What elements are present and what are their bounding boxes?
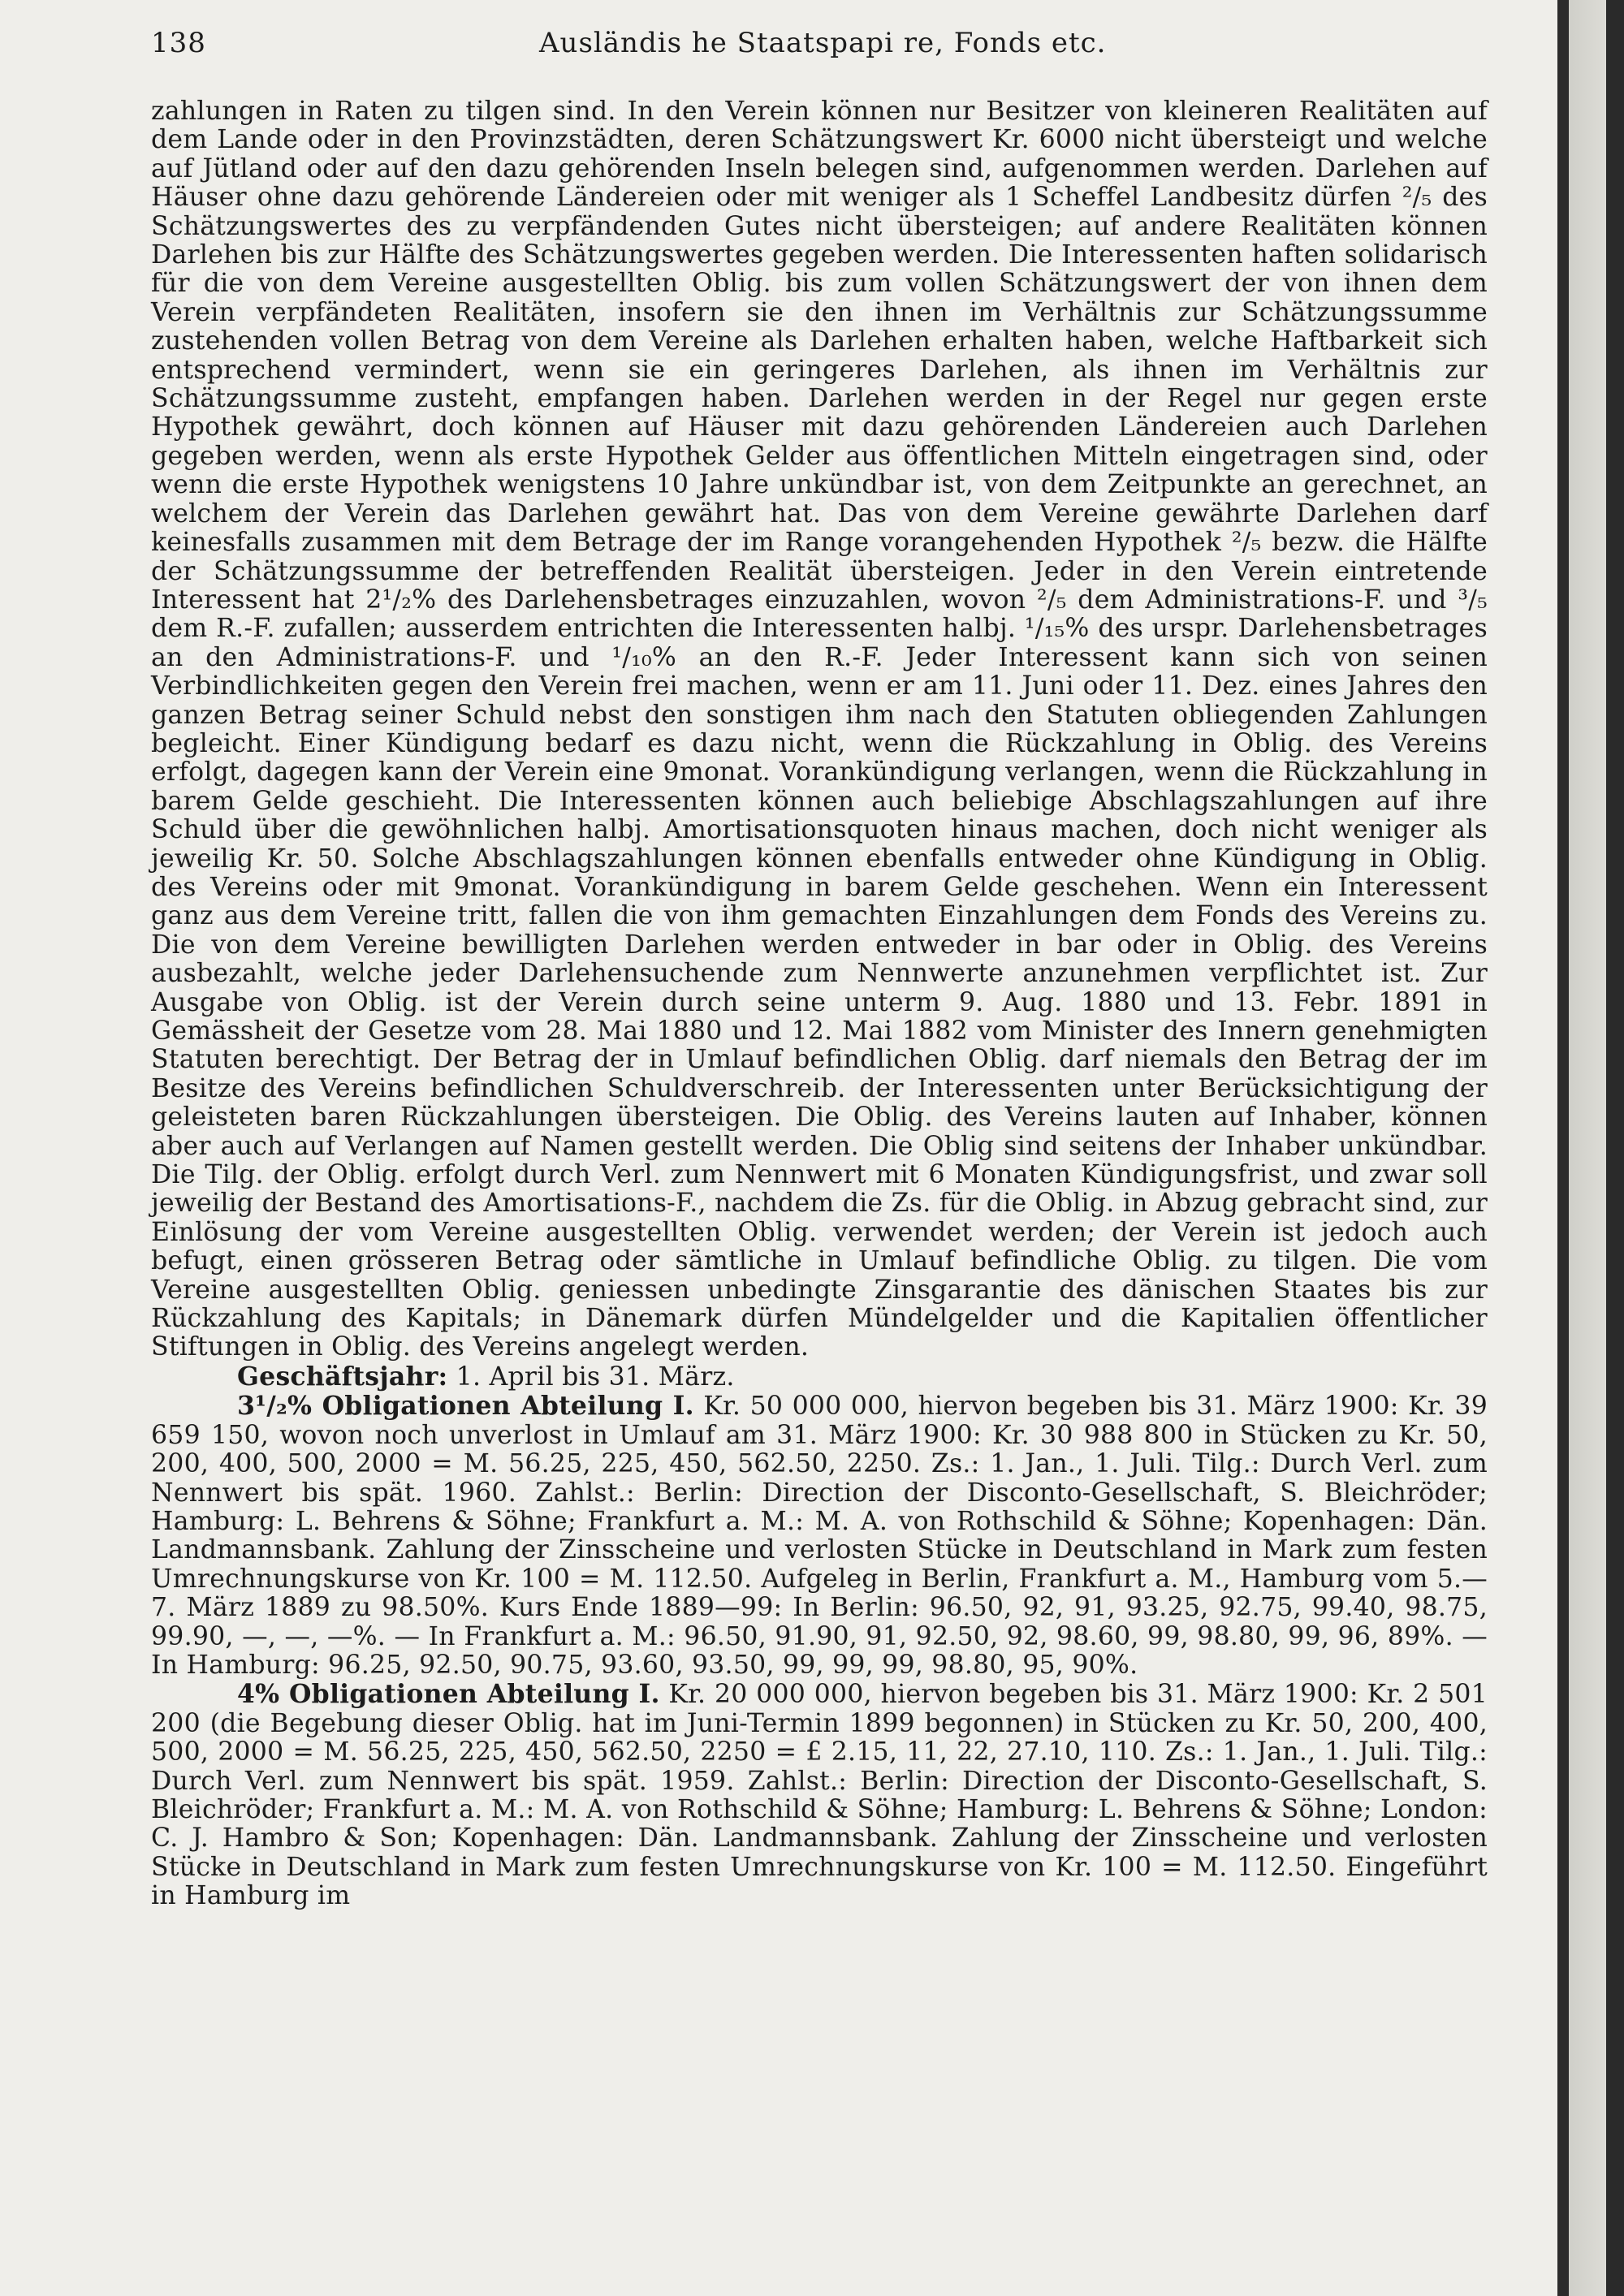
paragraph-obligationen-4 [151,1680,1488,1910]
obligationen-3-5-text: Kr. 50 000 000, hiervon begeben bis 31. März 1900: Kr. 39 659 150, wovon noch unverlost in Umlauf am 31. März 1900: Kr. 30 988 800 in Stücken zu Kr. 50, 200, 400, 500, 2000 = M. 56.25, 225, 450, 562.50, 2250. Zs.: 1. Jan., 1. Juli. Tilg.: Durch Verl. zum Nennwert bis spät. 1960. Zahlst.: Berlin: Direction der Disconto-Gesellschaft, S. Bleichröder; Hamburg: L. Behrens & Söhne; Frankfurt a. M.: M. A. von Rothschild & Söhne; Kopenhagen: Dän. Landmannsbank. Zahlung der Zinsscheine und verlosten Stücke in Deutschland in Mark zum festen Umrechnungskurse von Kr. 100 = M. 112.50. Aufgeleg in Berlin, Frankfurt a. M., Hamburg vom 5.—7. März 1889 zu 98.50%. Kurs Ende 1889—99: In Berlin: 96.50, 92, 91, 93.25, 92.75, 99.40, 98.75, 99.90, —, —, —%. — In Frankfurt a. M.: 96.50, 91.90, 91, 92.50, 92, 98.60, 99, 98.80, 99, 96, 89%. — In Hamburg: 96.25, 92.50, 90.75, 93.60, 93.50, 99, 99, 99, 98.80, 95, 90%. [151,1392,1488,1680]
geschaeftsjahr-text: 1. April bis 31. März. [456,1362,735,1392]
obligationen-4-text: Kr. 20 000 000, hiervon begeben bis 31. März 1900: Kr. 2 501 200 (die Begebung dieser Oblig. hat im Juni-Termin 1899 begonnen) in Stücken zu Kr. 50, 200, 400, 500, 2000 = M. 56.25, 225, 450, 562.50, 2250 = £ 2.15, 11, 22, 27.10, 110. Zs.: 1. Jan., 1. Juli. Tilg.: Durch Verl. zum Nennwert bis spät. 1959. Zahlst.: Berlin: Direction der Disconto-Gesellschaft, S. Bleichröder; Frankfurt a. M.: M. A. von Rothschild & Söhne; Hamburg: L. Behrens & Söhne; London: C. J. Hambro & Son; Kopenhagen: Dän. Landmannsbank. Zahlung der Zinsscheine und verlosten Stücke in Deutschland in Mark zum festen Umrechnungskurse von Kr. 100 = M. 112.50. Eingeführt in Hamburg im [151,1680,1488,1911]
paragraph-verein-bedingungen: zahlungen in Raten zu tilgen sind. In den Verein können nur Besitzer von kleineren Realitäten auf dem Lande oder in den Provinzstädten, deren Schätzungswert Kr. 6000 nicht übersteigt und welche auf Jütland oder auf den dazu gehörenden Inseln belegen sind, aufgenommen werden. Darlehen auf Häuser ohne dazu gehörende Ländereien oder mit weniger als 1 Scheffel Landbesitz dürfen ²/₅ des Schätzungswertes des zu verpfändenden Gutes nicht übersteigen; auf andere Realitäten können Darlehen bis zur Hälfte des Schätzungswertes gegeben werden. Die Interessenten haften solidarisch für die von dem Vereine ausgestellten Oblig. bis zum vollen Schätzungswert der von ihnen dem Verein verpfändeten Realitäten, insofern sie den ihnen im Verhältnis zur Schätzungssumme zustehenden vollen Betrag von dem Vereine als Darlehen erhalten haben, welche Haftbarkeit sich entsprechend vermindert, wenn sie ein geringeres Darlehen, als ihnen im Verhältnis zur Schätzungssumme zusteht, empfangen haben. Darlehen werden in der Regel nur gegen erste Hypothek gewährt, doch können auf Häuser mit dazu gehörenden Ländereien auch Darlehen gegeben werden, wenn als erste Hypothek Gelder aus öffentlichen Mitteln eingetragen sind, oder wenn die erste Hypothek wenigstens 10 Jahre unkündbar ist, von dem Zeitpunkte an gerechnet, an welchem der Verein das Darlehen gewährt hat. Das von dem Vereine gewährte Darlehen darf keinesfalls zusammen mit dem Betrage der im Range vorangehenden Hypothek ²/₅ bezw. die Hälfte der Schätzungssumme der betreffenden Realität übersteigen. Jeder in den Verein eintretende Interessent hat 2¹/₂% des Darlehensbetrages einzuzahlen, wovon ²/₅ dem Administrations-F. und ³/₅ dem R.-F. zufallen; ausserdem entrichten die Interessenten halbj. ¹/₁₅% des urspr. Darlehensbetrages an den Administrations-F. und ¹/₁₀% an den R.-F. Jeder Interessent kann sich von seinen Verbindlichkeiten gegen den Verein frei machen, wenn er am 11. Juni oder 11. Dez. eines Jahres den ganzen Betrag seiner Schuld nebst den sonstigen ihm nach den Statuten obliegenden Zahlungen begleicht. Einer Kündigung bedarf es dazu nicht, wenn die Rückzahlung in Oblig. des Vereins erfolgt, dagegen kann der Verein eine 9monat. Vorankündigung verlangen, wenn die Rückzahlung in barem Gelde geschieht. Die Interessenten können auch beliebige Abschlagszahlungen auf ihre Schuld über die gewöhnlichen halbj. Amortisationsquoten hinaus machen, doch nicht weniger als jeweilig Kr. 50. Solche Abschlagszahlungen können ebenfalls entweder ohne Kündigung in Oblig. des Vereins oder mit 9monat. Vorankündigung in barem Gelde geschehen. Wenn ein Interessent ganz aus dem Vereine tritt, fallen die von ihm gemachten Einzahlungen dem Fonds des Vereins zu. Die von dem Vereine bewilligten Darlehen werden entweder in bar oder in Oblig. des Vereins ausbezahlt, welche jeder Darlehensuchende zum Nennwerte anzunehmen verpflichtet ist. Zur Ausgabe von Oblig. ist der Verein durch seine unterm 9. Aug. 1880 und 13. Febr. 1891 in Gemässheit der Gesetze vom 28. Mai 1880 und 12. Mai 1882 vom Minister des Innern genehmigten Statuten berechtigt. Der Betrag der in Umlauf befindlichen Oblig. darf niemals den Betrag der im Besitze des Vereins befindlichen Schuldverschreib. der Interessenten unter Berücksichtigung der geleisteten baren Rückzahlungen übersteigen. Die Oblig. des Vereins lauten auf Inhaber, können aber auch auf Verlangen auf Namen gestellt werden. Die Oblig sind seitens der Inhaber unkündbar. Die Tilg. der Oblig. erfolgt durch Verl. zum Nennwert mit 6 Monaten Kündigungsfrist, und zwar soll jeweilig der Bestand des Amortisations-F., nachdem die Zs. für die Oblig. in Abzug gebracht sind, zur Einlösung der vom Vereine ausgestellten Oblig. verwendet werden; der Verein ist jedoch auch befugt, einen grösseren Betrag oder sämtliche in Umlauf befindliche Oblig. zu tilgen. Die vom Vereine ausgestellten Oblig. geniessen unbedingte Zinsgarantie des dänischen Staates bis zur Rückzahlung des Kapitals; in Dänemark dürfen Mündelgelder und die Kapitalien öffentlicher Stiftungen in Oblig. des Vereins angelegt werden. [151,97,1488,1362]
geschaeftsjahr-label: Geschäftsjahr: [237,1361,448,1392]
page-header [151,23,1483,63]
obligationen-4-heading: 4% Obligationen Abteilung I. [237,1679,660,1710]
obligationen-3-5-heading: 3¹/₂% Obligationen Abteilung I. [237,1391,694,1422]
paragraph-geschaeftsjahr [151,1362,1488,1392]
page-number: 138 [151,27,206,59]
paragraph-obligationen-3-5 [151,1392,1488,1680]
scan-edge [1557,0,1624,2296]
text-body [151,97,1488,1911]
running-title: Ausländis he Staatspapi re, Fonds etc. [539,27,1107,59]
